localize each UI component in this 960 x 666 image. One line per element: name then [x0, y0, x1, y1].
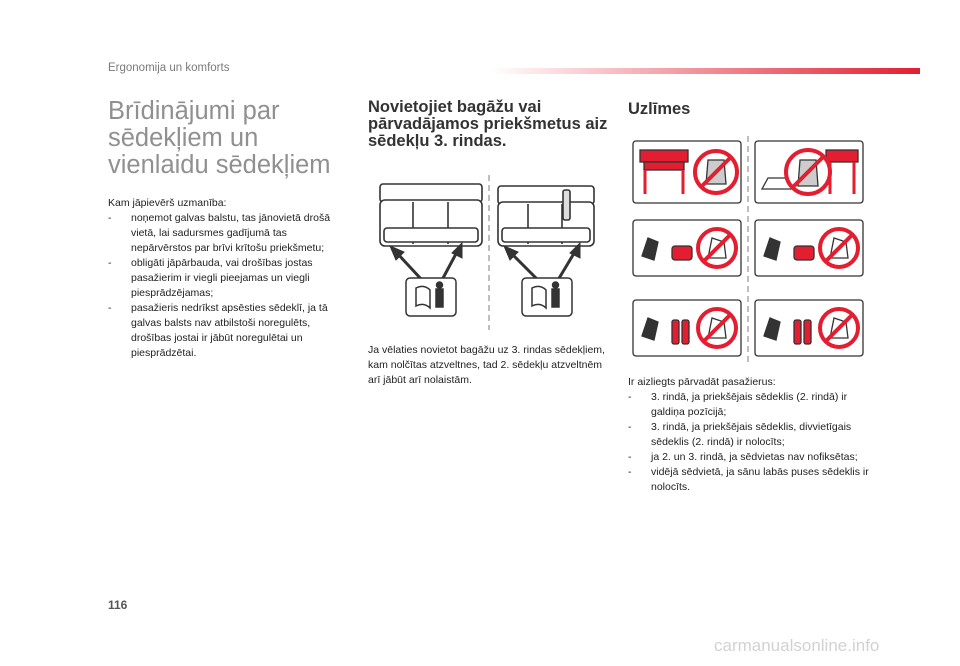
list-item: - ja 2. un 3. rindā, ja sēdvietas nav nofiksētas; — [628, 450, 883, 465]
warning-label-table-seat — [633, 141, 741, 203]
folded-seat-left — [380, 184, 482, 246]
luggage-text: Ja vēlaties novietot bagāžu uz 3. rindas sēdekļiem, kam nolčītas atzveltnes, tad 2. sēdekļu atzveltnēm arī jābūt arī nolaistām. — [368, 344, 605, 386]
arrow-icon — [390, 243, 580, 280]
list-item: - obligāti jāpārbauda, vai drošības jostas pasažierim ir viegli pieejamas un viegli piesprādzējamas; — [108, 256, 348, 301]
seat-illustration — [372, 170, 602, 335]
warning-label-upright-1 — [633, 300, 741, 356]
list-item: - pasažieris nedrīkst apsēsties sēdeklī, ja tā galvas balsts nav atbilstoši noregulēts, drošības jostai ir jābūt noregulētai un piesprādzētai. — [108, 301, 348, 361]
watermark: carmanualsonline.info — [714, 636, 880, 655]
warnings-intro: Kam jāpievērš uzmanība: — [108, 197, 227, 209]
list-item: - 3. rindā, ja priekšējais sēdeklis (2. rindā) ir galdiņa pozīcijā; — [628, 390, 883, 420]
warning-label-cushion-1 — [633, 220, 741, 276]
section-header: Ergonomija un komforts — [108, 62, 230, 74]
warning-labels-illustration — [628, 134, 868, 364]
list-item: - 3. rindā, ja priekšējais sēdeklis, divvietīgais sēdeklis (2. rindā) ir nolocīts; — [628, 420, 883, 450]
labels-intro: Ir aizliegts pārvadāt pasažierus: — [628, 376, 776, 388]
warning-label-folded-seat — [755, 141, 863, 203]
luggage-title: Novietojiet bagāžu vai pārvadājamos priekšmetus aiz sēdekļu 3. rindas. — [368, 98, 608, 150]
page-number: 116 — [108, 598, 128, 612]
folded-seat-right — [498, 186, 594, 246]
page-title: Brīdinājumi par sēdekļiem un vienlaidu sēdekļiem — [108, 97, 331, 179]
labels-title: Uzlīmes — [628, 100, 691, 118]
header-accent-bar — [490, 68, 920, 74]
labels-list — [628, 390, 883, 495]
list-item: - vidējā sēdvietā, ja sānu labās puses sēdeklis ir nolocīts. — [628, 465, 883, 495]
warnings-list — [108, 211, 348, 361]
warning-label-cushion-2 — [755, 220, 863, 276]
list-item: - noņemot galvas balstu, tas jānovietā drošā vietā, lai sadursmes gadījumā tas nepārvērstos par brīvi krītošu priekšmetu; — [108, 211, 348, 256]
warning-label-upright-2 — [755, 300, 863, 356]
